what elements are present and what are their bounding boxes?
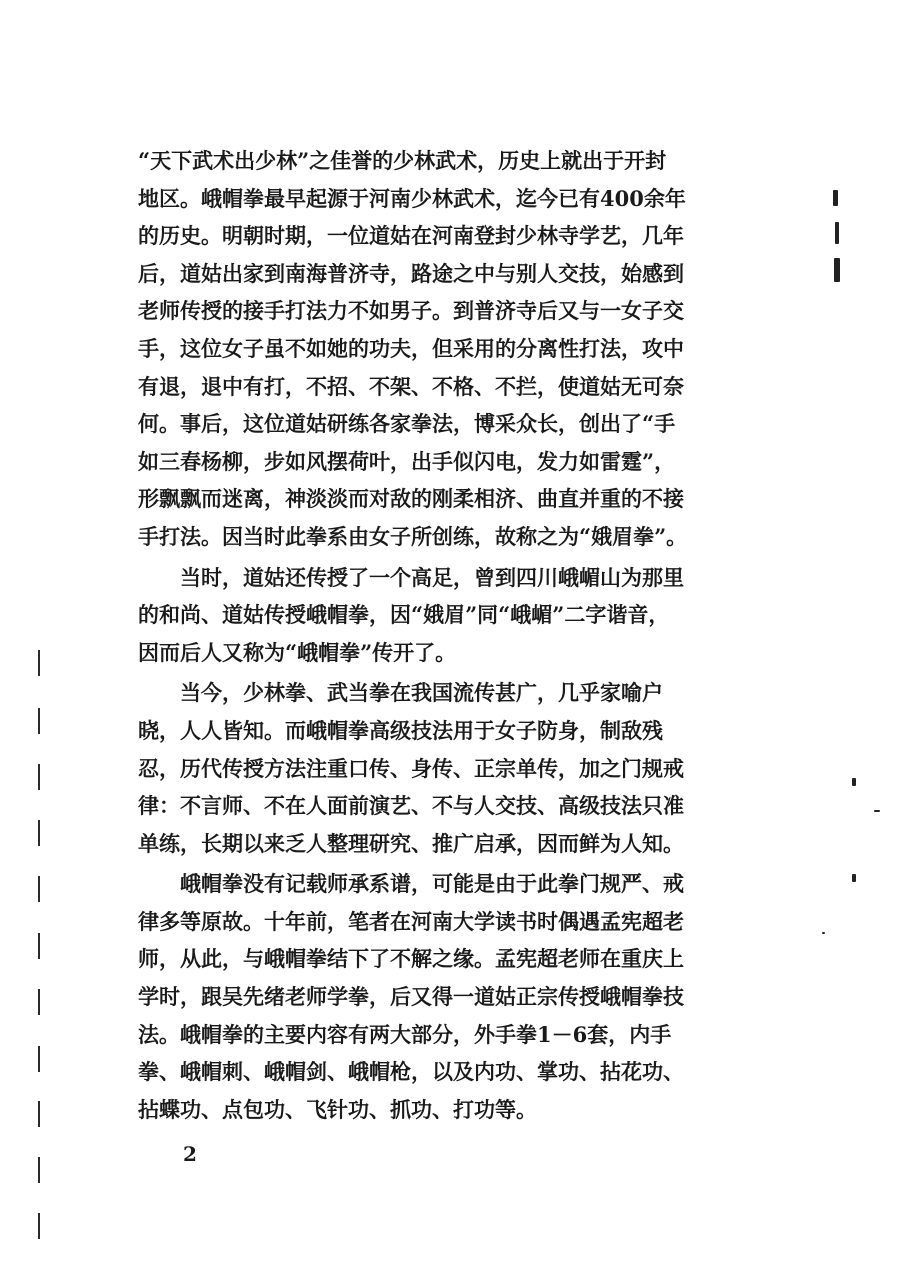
text-line: 手，这位女子虽不如她的功夫，但采用的分离性打法，攻中	[138, 335, 684, 361]
scan-mark	[38, 708, 40, 734]
text-line: 地区。峨帽拳最早起源于河南少林武术，迄今已有400余年	[138, 185, 686, 211]
text-line: 有退，退中有打，不招、不架、不格、不拦，使道姑无可奈	[138, 373, 684, 399]
scan-mark	[38, 1101, 40, 1127]
scan-mark	[38, 933, 40, 959]
text-line: 师，从此，与峨帽拳结下了不解之缘。孟宪超老师在重庆上	[138, 946, 684, 972]
scan-speck	[822, 932, 825, 934]
scan-mark	[38, 764, 40, 790]
scan-mark	[38, 1213, 40, 1239]
scan-mark	[38, 989, 40, 1015]
text-line: 当今，少林拳、武当拳在我国流传甚广，几乎家喻户	[138, 680, 663, 706]
scan-speck	[852, 874, 856, 882]
text-line: 拳、峨帽刺、峨帽剑、峨帽枪，以及内功、掌功、拈花功、	[138, 1059, 684, 1085]
text-line: 峨帽拳没有记载师承系谱，可能是由于此拳门规严、戒	[138, 871, 684, 897]
text-line: 晓，人人皆知。而峨帽拳高级技法用于女子防身，制敌残	[138, 717, 663, 743]
text-line: 手打法。因当时此拳系由女子所创练，故称之为“娥眉拳”。	[138, 523, 688, 549]
text-line: 后，道姑出家到南海普济寺，路途之中与别人交技，始感到	[138, 260, 684, 286]
scan-speck	[874, 810, 880, 812]
scan-mark	[38, 650, 40, 676]
body-text	[138, 142, 788, 1128]
text-line: 何。事后，这位道姑研练各家拳法，博采众长，创出了“手	[138, 411, 676, 437]
text-line: 因而后人又称为“峨帽拳”传开了。	[138, 639, 457, 665]
text-line: 学时，跟吴先绪老师学拳，后又得一道姑正宗传授峨帽拳技	[138, 984, 684, 1010]
text-line: 的和尚、道姑传授峨帽拳，因“娥眉”同“峨嵋”二字谐音，	[138, 602, 670, 628]
text-line: 律多等原故。十年前，笔者在河南大学读书时偶遇孟宪超老	[138, 908, 684, 934]
scan-mark	[38, 1046, 40, 1072]
text-line: 单练，长期以来乏人整理研究、推广启承，因而鲜为人知。	[138, 830, 684, 856]
text-line: 老师传授的接手打法力不如男子。到普济寺后又与一女子交	[138, 298, 684, 324]
text-line: 忍，历代传授方法注重口传、身传、正宗单传，加之门规戒	[138, 755, 684, 781]
scan-mark	[38, 1157, 40, 1183]
text-line: 当时，道姑还传授了一个高足，曾到四川峨嵋山为那里	[138, 564, 684, 590]
scan-mark	[38, 820, 40, 846]
text-line: 如三春杨柳，步如风摆荷叶，出手似闪电，发力如雷霆”，	[138, 448, 676, 474]
text-line: 法。峨帽拳的主要内容有两大部分，外手拳1－6套，内手	[138, 1021, 672, 1047]
scan-mark	[38, 876, 40, 902]
text-line: 形飘飘而迷离，神淡淡而对敌的刚柔相济、曲直并重的不接	[138, 486, 684, 512]
scan-speck	[852, 778, 856, 786]
page-number: 2	[183, 1142, 197, 1166]
scan-speck	[834, 258, 840, 282]
text-line: 律：不言师、不在人面前演艺、不与人交技、高级技法只准	[138, 793, 684, 819]
scan-speck	[833, 190, 838, 206]
text-line: 拈蝶功、点包功、飞针功、抓功、打功等。	[138, 1096, 537, 1122]
text-line: 的历史。明朝时期，一位道姑在河南登封少林寺学艺，几年	[138, 223, 684, 249]
scan-speck	[835, 222, 839, 244]
text-line: “天下武术出少林”之佳誉的少林武术，历史上就出于开封	[138, 148, 667, 173]
